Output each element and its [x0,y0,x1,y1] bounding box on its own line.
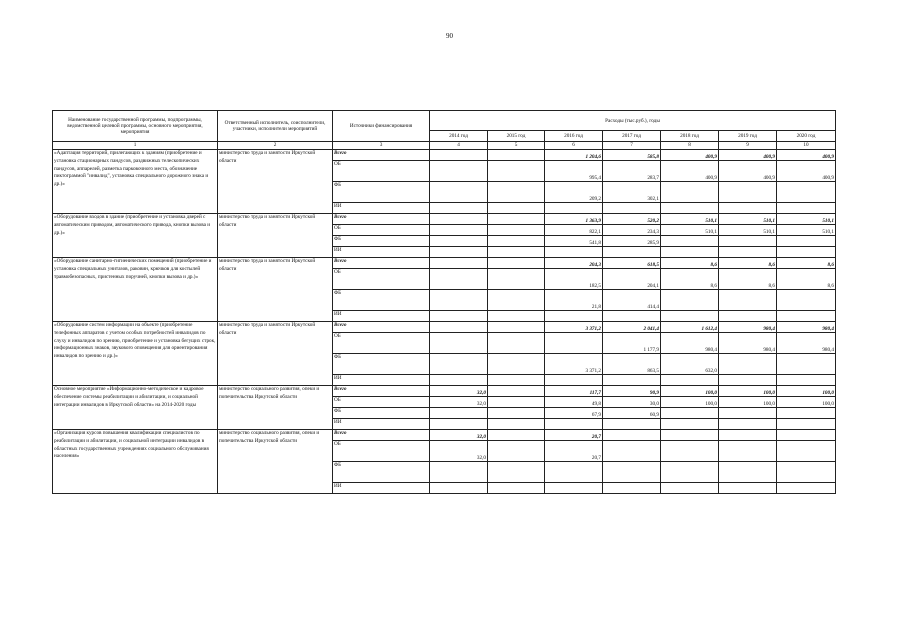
column-number: 7 [603,142,661,150]
amount-cell [719,236,777,247]
header-year: 2018 год [661,131,719,142]
amount-cell: 60,9 [603,408,661,419]
funding-source: Всего [333,430,430,441]
amount-cell [430,419,488,430]
executor: министерство труда и занятости Иркутской области [218,322,333,386]
amount-cell: 182,5 [545,269,603,290]
amount-cell: 510,1 [719,214,777,225]
amount-cell [661,311,719,322]
table-row [53,430,836,441]
amount-cell [719,441,777,462]
amount-cell: 2 041,4 [603,322,661,333]
amount-cell [719,290,777,311]
amount-cell: 285,9 [603,236,661,247]
amount-cell [719,247,777,258]
amount-cell [430,269,488,290]
amount-cell [719,483,777,494]
amount-cell: 100,0 [661,386,719,397]
amount-cell: 400,9 [719,161,777,182]
amount-cell [488,290,545,311]
column-number: 8 [661,142,719,150]
header-year: 2014 год [430,131,488,142]
amount-cell: 3 371,2 [545,322,603,333]
amount-cell [777,311,836,322]
measure-name: «Оборудование санитарно-гигиенических помещений (приобретение и установка специальных унитазов, раковин, крючков для костылей травмобезопасных, пристенных поручней, кнопки вызова и др.)» [53,258,218,322]
funding-source: ФБ [333,290,430,311]
amount-cell: 100,0 [777,386,836,397]
amount-cell [777,419,836,430]
amount-cell [603,462,661,483]
amount-cell: 414,4 [603,290,661,311]
column-number: 3 [333,142,430,150]
amount-cell [603,311,661,322]
amount-cell [488,397,545,408]
funding-source: ОБ [333,441,430,462]
funding-source: ФБ [333,408,430,419]
amount-cell [661,408,719,419]
amount-cell [719,419,777,430]
amount-cell [488,333,545,354]
amount-cell: 8,6 [719,258,777,269]
amount-cell [777,182,836,203]
amount-cell [488,269,545,290]
amount-cell [777,354,836,375]
amount-cell [488,258,545,269]
page-number: 90 [446,32,453,40]
amount-cell [430,333,488,354]
amount-cell [545,375,603,386]
funding-source: ИИ [333,311,430,322]
measure-name: «Оборудование систем информации на объекте (приобретение телефонных аппаратов с учетом особых потребностей инвалидов по слуху и инвалидов по зрению, приобретение и установка бегущих строк, информационных знаков, звукового оповещения для ориентирования инвалидов по зрению и др.)» [53,322,218,386]
column-number: 6 [545,142,603,150]
header-row [53,111,836,131]
funding-source: ФБ [333,354,430,375]
amount-cell [777,441,836,462]
amount-cell [488,462,545,483]
amount-cell [430,236,488,247]
table-row [53,386,836,397]
amount-cell [545,247,603,258]
executor: министерство труда и занятости Иркутской области [218,258,333,322]
amount-cell [719,408,777,419]
amount-cell [488,182,545,203]
amount-cell: 67,9 [545,408,603,419]
amount-cell [719,203,777,214]
executor: министерство социального развития, опеки и попечительства Иркутской области [218,430,333,494]
header-name: Наименование государственной программы, подпрограммы, ведомственной целевой программы, основного мероприятия, мероприятия [53,111,218,142]
funding-source: ФБ [333,462,430,483]
amount-cell: 100,0 [719,386,777,397]
amount-cell [430,214,488,225]
amount-cell [603,375,661,386]
amount-cell [488,203,545,214]
header-expenses: Расходы (тыс.руб.), годы [430,111,836,131]
amount-cell [719,311,777,322]
amount-cell [777,462,836,483]
amount-cell: 8,6 [777,258,836,269]
amount-cell [545,483,603,494]
column-numbers-row [53,142,836,150]
amount-cell: 510,1 [661,214,719,225]
table-row [53,258,836,269]
amount-cell: 400,9 [661,150,719,161]
amount-cell [488,322,545,333]
amount-cell [488,236,545,247]
amount-cell: 618,5 [603,258,661,269]
amount-cell: 20,7 [545,441,603,462]
funding-source: ОБ [333,333,430,354]
amount-cell [661,483,719,494]
amount-cell [719,182,777,203]
amount-cell [430,225,488,236]
amount-cell: 541,8 [545,236,603,247]
amount-cell: 980,4 [719,322,777,333]
amount-cell: 400,9 [719,150,777,161]
amount-cell [777,483,836,494]
amount-cell [603,430,661,441]
executor: министерство труда и занятости Иркутской области [218,150,333,214]
amount-cell [545,419,603,430]
amount-cell [661,203,719,214]
amount-cell: 302,1 [603,182,661,203]
amount-cell [777,203,836,214]
measure-name: «Адаптация территорий, прилегающих к зданиям (приобретение и установка стационарных пандусов, раздвижных телескопических пандусов, аппарелей, разметка парковочного места, обозначение пиктограммой "инвалид", установка специального дорожного знака и др.)» [53,150,218,214]
amount-cell [661,441,719,462]
measure-name: «Организация курсов повышения квалификации специалистов по реабилитации и абилитации, и социальной интеграции инвалидов в областных государственных учреждениях социального обслуживания населения» [53,430,218,494]
amount-cell [488,441,545,462]
table-row [53,214,836,225]
amount-cell [661,290,719,311]
funding-source: ОБ [333,161,430,182]
funding-source: ФБ [333,182,430,203]
amount-cell [430,161,488,182]
amount-cell [488,225,545,236]
amount-cell: 995,4 [545,161,603,182]
amount-cell: 980,4 [777,333,836,354]
amount-cell [430,150,488,161]
amount-cell [545,333,603,354]
amount-cell [661,236,719,247]
table-row [53,322,836,333]
amount-cell: 585,8 [603,150,661,161]
header-year: 2016 год [545,131,603,142]
funding-source: ФБ [333,236,430,247]
column-number: 10 [777,142,836,150]
amount-cell [488,311,545,322]
header-executor: Ответственный исполнитель, соисполнители, участники, исполнители мероприятий [218,111,333,142]
amount-cell: 90,9 [603,386,661,397]
amount-cell: 632,0 [661,354,719,375]
amount-cell [430,311,488,322]
amount-cell [719,462,777,483]
amount-cell [777,236,836,247]
amount-cell: 100,0 [777,397,836,408]
column-number: 5 [488,142,545,150]
executor: министерство социального развития, опеки и попечительства Иркутской области [218,386,333,430]
amount-cell [777,408,836,419]
amount-cell: 510,1 [719,225,777,236]
amount-cell [430,182,488,203]
amount-cell [430,375,488,386]
funding-source: ИИ [333,419,430,430]
amount-cell [430,203,488,214]
amount-cell [488,247,545,258]
header-source: Источники финансирования [333,111,430,142]
amount-cell [661,247,719,258]
amount-cell [603,203,661,214]
amount-cell [661,430,719,441]
amount-cell: 980,4 [661,333,719,354]
amount-cell [488,375,545,386]
amount-cell: 1 204,6 [545,150,603,161]
amount-cell: 400,9 [777,161,836,182]
amount-cell [661,462,719,483]
amount-cell [488,354,545,375]
funding-source: ИИ [333,375,430,386]
funding-source: Всего [333,386,430,397]
amount-cell [661,182,719,203]
amount-cell [777,430,836,441]
column-number: 1 [53,142,218,150]
amount-cell: 400,9 [777,150,836,161]
funding-source: ИИ [333,483,430,494]
amount-cell [488,483,545,494]
amount-cell [777,290,836,311]
amount-cell: 510,1 [661,225,719,236]
amount-cell: 1 612,4 [661,322,719,333]
budget-table [52,110,836,494]
amount-cell: 510,1 [777,225,836,236]
amount-cell [603,419,661,430]
amount-cell: 3 371,2 [545,354,603,375]
amount-cell: 822,1 [545,225,603,236]
amount-cell: 980,4 [777,322,836,333]
measure-name: «Оборудование входов в здание (приобретение и установка дверей с автоматическим приводом, автоматического привода, кнопки вызова и др.)» [53,214,218,258]
amount-cell [488,150,545,161]
funding-source: Всего [333,150,430,161]
amount-cell [488,214,545,225]
amount-cell: 1 177,9 [603,333,661,354]
amount-cell: 32,0 [430,386,488,397]
amount-cell: 20,7 [545,430,603,441]
amount-cell: 980,4 [719,333,777,354]
header-year: 2017 год [603,131,661,142]
amount-cell [488,430,545,441]
amount-cell [430,247,488,258]
amount-cell: 8,6 [719,269,777,290]
amount-cell: 520,2 [603,214,661,225]
amount-cell: 21,8 [545,290,603,311]
amount-cell [719,375,777,386]
amount-cell [430,462,488,483]
amount-cell: 8,6 [661,269,719,290]
amount-cell: 49,8 [545,397,603,408]
amount-cell: 100,0 [661,397,719,408]
funding-source: ИИ [333,203,430,214]
amount-cell: 204,1 [603,269,661,290]
amount-cell [430,258,488,269]
table-row [53,150,836,161]
amount-cell: 32,0 [430,441,488,462]
amount-cell [661,419,719,430]
amount-cell [488,386,545,397]
funding-source: ОБ [333,269,430,290]
amount-cell: 283,7 [603,161,661,182]
amount-cell [488,408,545,419]
amount-cell: 209,2 [545,182,603,203]
funding-source: ОБ [333,397,430,408]
amount-cell [545,462,603,483]
header-year: 2019 год [719,131,777,142]
header-year: 2020 год [777,131,836,142]
amount-cell [603,483,661,494]
column-number: 2 [218,142,333,150]
column-number: 4 [430,142,488,150]
funding-source: Всего [333,214,430,225]
amount-cell [430,354,488,375]
funding-source: Всего [333,258,430,269]
amount-cell [545,203,603,214]
amount-cell [430,483,488,494]
amount-cell: 8,6 [661,258,719,269]
amount-cell: 30,0 [603,397,661,408]
amount-cell [777,375,836,386]
amount-cell: 32,0 [430,397,488,408]
amount-cell: 1 363,9 [545,214,603,225]
amount-cell: 32,0 [430,430,488,441]
amount-cell [661,375,719,386]
amount-cell: 863,5 [603,354,661,375]
amount-cell [430,290,488,311]
funding-source: ОБ [333,225,430,236]
amount-cell: 8,6 [777,269,836,290]
amount-cell [777,247,836,258]
amount-cell [488,419,545,430]
amount-cell: 117,7 [545,386,603,397]
amount-cell: 204,3 [545,258,603,269]
amount-cell: 100,0 [719,397,777,408]
amount-cell [603,441,661,462]
amount-cell [719,354,777,375]
funding-source: Всего [333,322,430,333]
amount-cell: 234,3 [603,225,661,236]
amount-cell [603,247,661,258]
amount-cell [719,430,777,441]
amount-cell: 510,1 [777,214,836,225]
funding-source: ИИ [333,247,430,258]
amount-cell [430,408,488,419]
header-year: 2015 год [488,131,545,142]
amount-cell: 400,9 [661,161,719,182]
amount-cell [545,311,603,322]
measure-name: Основное мероприятие «Информационно-методическое и кадровое обеспечение системы реабилитации и абилитации, и социальной интеграции инвалидов в Иркутской области» на 2014-2020 годы [53,386,218,430]
amount-cell [488,161,545,182]
column-number: 9 [719,142,777,150]
executor: министерство труда и занятости Иркутской области [218,214,333,258]
amount-cell [430,322,488,333]
